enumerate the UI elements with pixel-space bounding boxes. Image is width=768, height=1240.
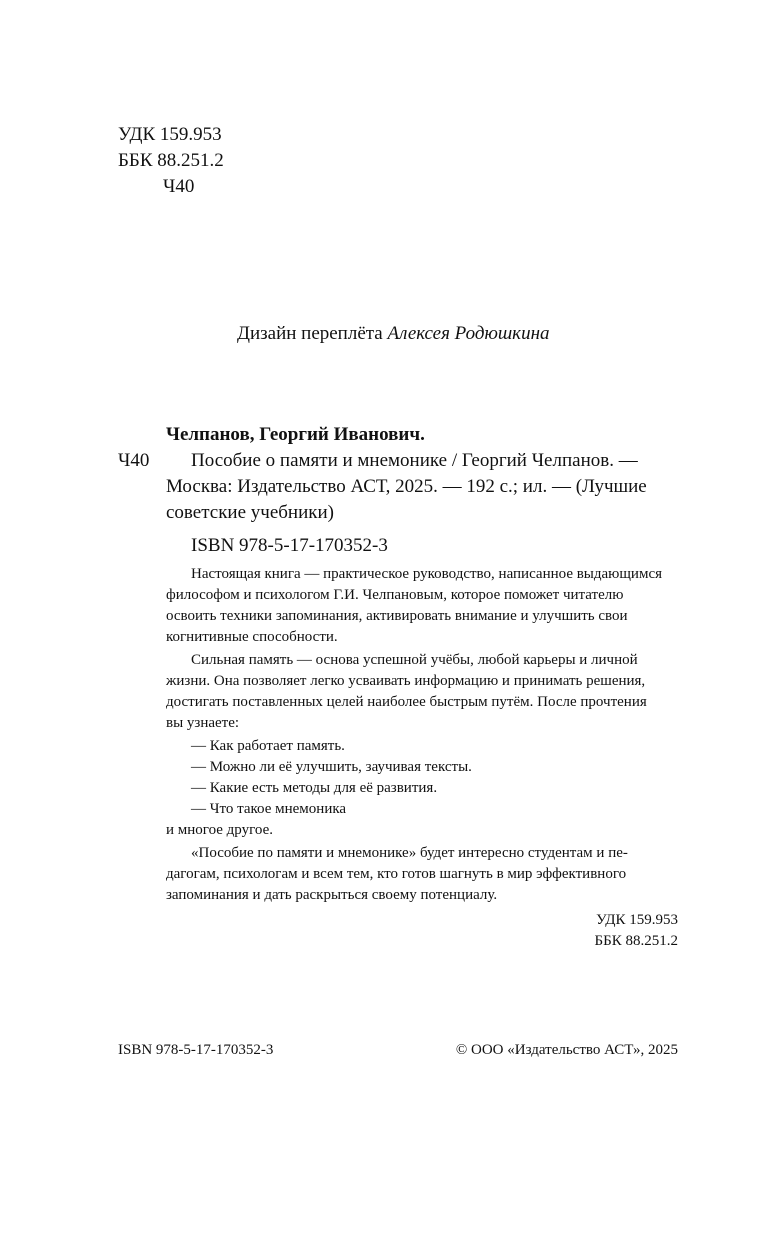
annotation-p2-line-2: жизни. Она позволяет легко усваивать информацию и принимать решения, [166, 673, 646, 689]
udk-code-top: УДК 159.953 [118, 124, 222, 145]
catalog-entry-line-2: Москва: Издательство АСТ, 2025. — 192 с.; ил. — (Лучшие [166, 476, 647, 497]
author-mark-top: Ч40 [163, 176, 195, 197]
footer-isbn: ISBN 978-5-17-170352-3 [118, 1042, 274, 1058]
udk-code-bottom: УДК 159.953 [596, 912, 678, 928]
list-item: — Можно ли её улучшить, заучивая тексты. [191, 759, 472, 775]
bbk-code-top: ББК 88.251.2 [118, 150, 224, 171]
annotation-p3-line-1: «Пособие по памяти и мнемонике» будет интересно студентам и пе- [191, 845, 628, 861]
design-credit-prefix: Дизайн переплёта [237, 323, 383, 344]
design-credit [237, 321, 550, 347]
annotation-p1-line-4: когнитивные способности. [166, 629, 338, 645]
annotation-p1-line-2: философом и психологом Г.И. Челпановым, которое поможет читателю [166, 587, 624, 603]
author-mark-catalog: Ч40 [118, 450, 150, 471]
design-credit-name: Алексея Родюшкина [387, 323, 550, 344]
annotation-p2-line-1: Сильная память — основа успешной учёбы, любой карьеры и личной [191, 652, 638, 668]
bbk-code-bottom: ББК 88.251.2 [594, 933, 678, 949]
list-item: — Что такое мнемоника [191, 801, 347, 817]
list-item: — Как работает память. [191, 738, 345, 754]
annotation-p3-line-2: дагогам, психологам и всем тем, кто готов шагнуть в мир эффективного [166, 866, 627, 882]
annotation-p3-line-3: запоминания и дать раскрыться своему потенциалу. [166, 887, 498, 903]
catalog-entry-line-3: советские учебники) [166, 502, 334, 523]
list-item: — Какие есть методы для её развития. [191, 780, 438, 796]
annotation-p1-line-3: освоить техники запоминания, активировать внимание и улучшить свои [166, 608, 628, 624]
author-heading: Челпанов, Георгий Иванович. [166, 424, 425, 445]
annotation-p1-line-1: Настоящая книга — практическое руководство, написанное выдающимся [191, 566, 663, 582]
annotation-p2-line-3: достигать поставленных целей наиболее быстрым путём. После прочтения [166, 694, 647, 710]
footer-copyright: © ООО «Издательство АСТ», 2025 [455, 1042, 678, 1058]
list-end: и многое другое. [166, 822, 273, 838]
annotation-p2-line-4: вы узнаете: [166, 715, 240, 731]
catalog-isbn: ISBN 978-5-17-170352-3 [191, 535, 388, 556]
catalog-entry-line-1: Пособие о памяти и мнемонике / Георгий Челпанов. — [191, 450, 638, 471]
